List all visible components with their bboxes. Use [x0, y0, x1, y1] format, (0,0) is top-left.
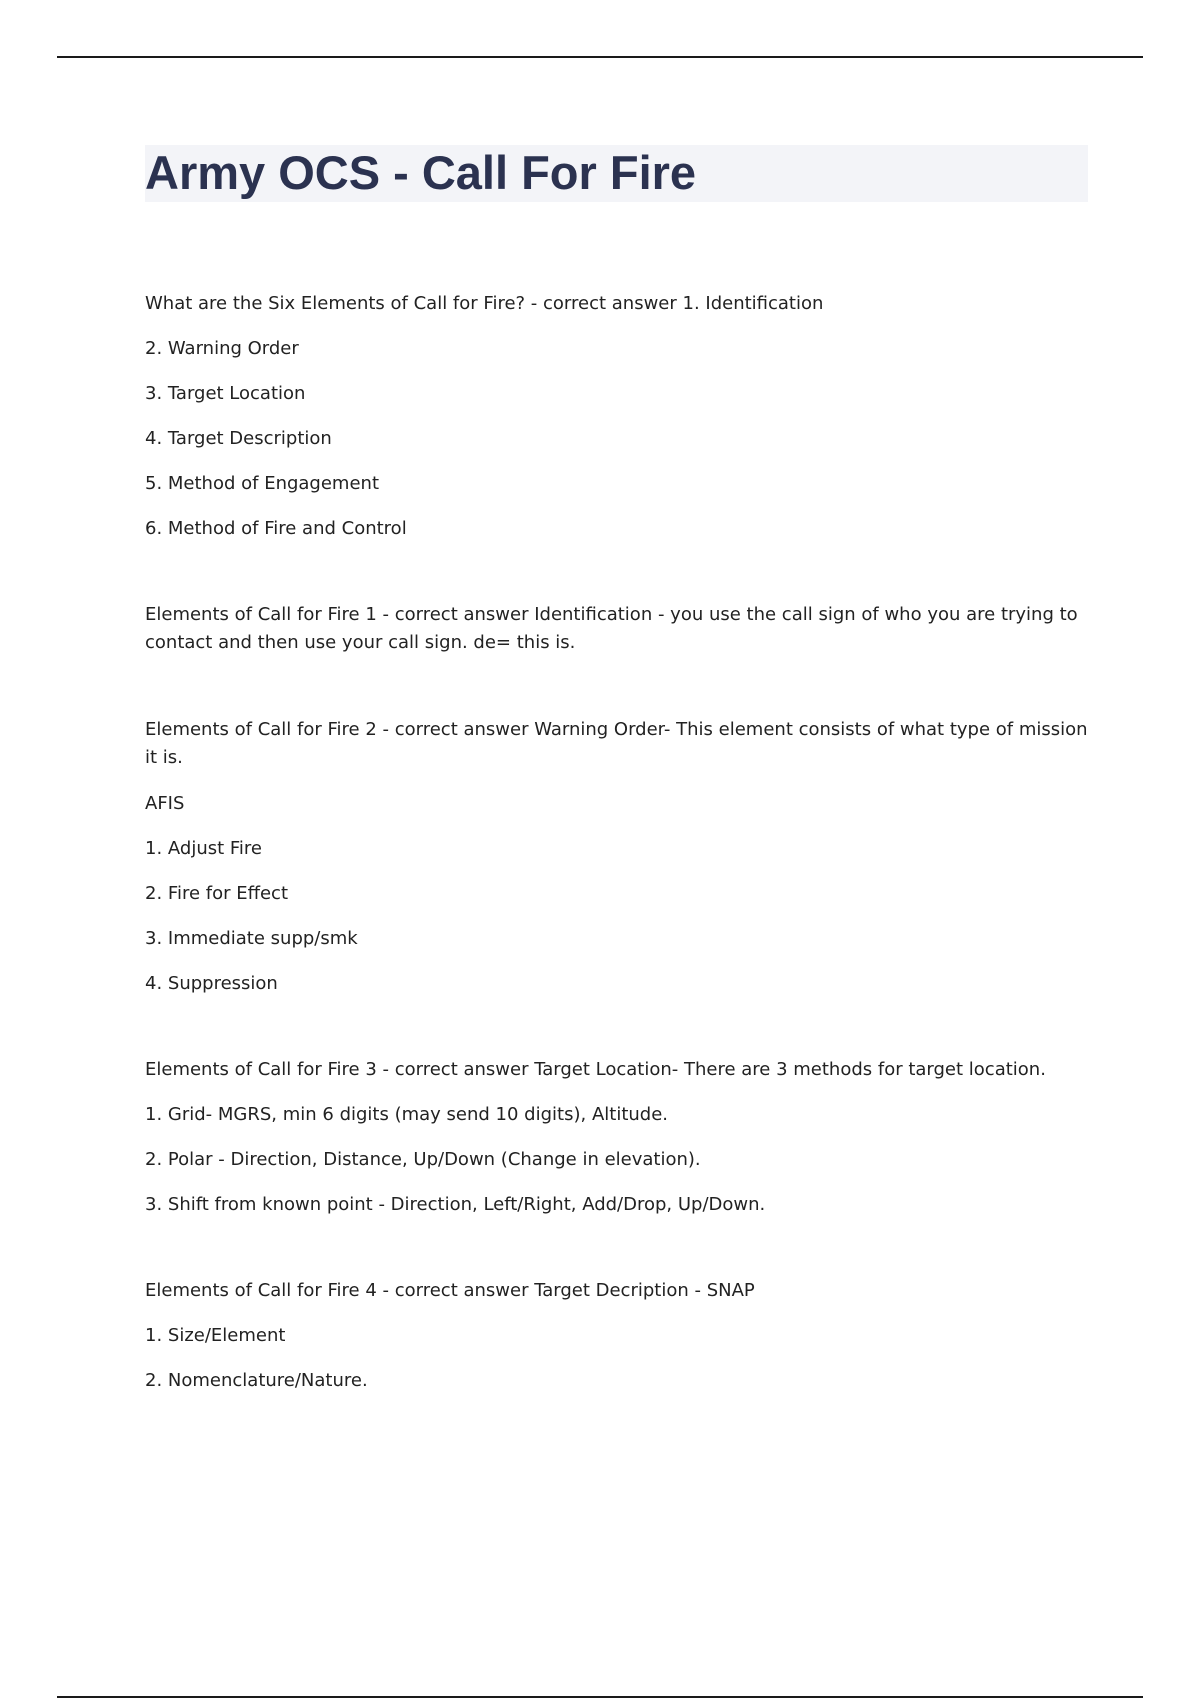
qa-section-six-elements	[145, 290, 1090, 542]
question-line: Elements of Call for Fire 1 - correct answer Identification - you use the call sign of who you are trying to contact and then use your call sign. de= this is.	[145, 604, 1078, 653]
list-item: 1. Grid- MGRS, min 6 digits (may send 10 digits), Altitude.	[145, 1104, 669, 1125]
list-item: 4. Suppression	[145, 973, 278, 994]
question-line: Elements of Call for Fire 2 - correct answer Warning Order- This element consists of what type of mission it is.	[145, 719, 1088, 768]
list-item: 3. Target Location	[145, 383, 306, 404]
qa-section-element-1	[145, 601, 1090, 657]
qa-section-element-2	[145, 716, 1090, 997]
list-item: 2. Polar - Direction, Distance, Up/Down (Change in elevation).	[145, 1149, 701, 1170]
list-item: 6. Method of Fire and Control	[145, 518, 407, 539]
list-item: 1. Size/Element	[145, 1325, 286, 1346]
question-line: Elements of Call for Fire 4 - correct answer Target Decription - SNAP	[145, 1280, 755, 1301]
list-item: 2. Warning Order	[145, 338, 299, 359]
document-title: Army OCS - Call For Fire	[145, 146, 697, 199]
qa-section-element-3	[145, 1056, 1090, 1218]
list-item: 4. Target Description	[145, 428, 332, 449]
header-rule	[57, 56, 1143, 58]
footer-rule	[57, 1696, 1143, 1698]
list-item: 2. Fire for Effect	[145, 883, 289, 904]
list-heading: AFIS	[145, 793, 185, 814]
list-item: 3. Immediate supp/smk	[145, 928, 358, 949]
qa-section-element-4	[145, 1277, 1090, 1394]
list-item: 3. Shift from known point - Direction, Left/Right, Add/Drop, Up/Down.	[145, 1194, 766, 1215]
list-item: 5. Method of Engagement	[145, 473, 380, 494]
question-line: Elements of Call for Fire 3 - correct answer Target Location- There are 3 methods for target location.	[145, 1059, 1046, 1080]
list-item: 2. Nomenclature/Nature.	[145, 1370, 368, 1391]
document-body	[145, 290, 1090, 1453]
question-line: What are the Six Elements of Call for Fire? - correct answer 1. Identification	[145, 293, 824, 314]
list-item: 1. Adjust Fire	[145, 838, 263, 859]
